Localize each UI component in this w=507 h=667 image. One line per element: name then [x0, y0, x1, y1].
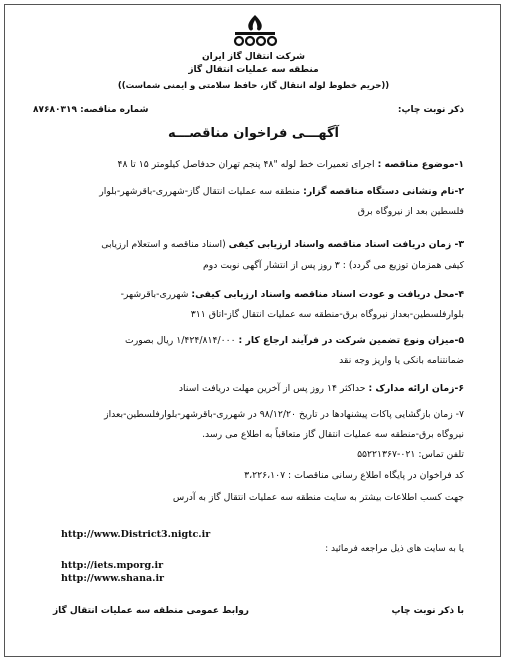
announcement-title: آگهـــی فراخوان مناقصـــه: [167, 126, 340, 141]
footer-print-round: با ذکر نوبت چاپ: [391, 606, 464, 616]
tender-code: کد فراخوان در پایگاه اطلاع رسانی مناقصات : ۳،۲۲۶،۱۰۷: [244, 470, 464, 481]
safety-slogan: ((حریم خطوط لوله انتقال گاز، حافظ سلامتی و ایمنی شماست)): [117, 81, 390, 91]
print-round-label: ذکر نوبت چاپ:: [397, 105, 464, 115]
item-4-cont: بلوارفلسطین-بعداز نیروگاه برق-منطقه سه عملیات انتقال گاز-اتاق ۳۱۱: [190, 309, 464, 320]
company-logo: [231, 13, 279, 47]
more-info: جهت کسب اطلاعات بیشتر به سایت منطقه سه عملیات انتقال گاز به آدرس: [172, 492, 464, 503]
shana-link[interactable]: http://www.shana.ir: [61, 573, 165, 584]
item-2-cont: فلسطین بعد از نیروگاه برق: [357, 206, 464, 217]
item-6: ۶-زمان ارائه مدارک : حداکثر ۱۴ روز پس از آخرین مهلت دریافت اسناد: [178, 383, 464, 394]
tender-number: شماره مناقصه: ۸۷۶۸۰۳۱۹: [33, 105, 149, 115]
iets-link[interactable]: http://iets.mporg.ir: [61, 560, 164, 571]
announcement-page: [4, 4, 501, 657]
district-link[interactable]: http://www.District3.nigtc.ir: [61, 529, 211, 540]
region-name: منطقه سه عملیات انتقال گاز: [188, 65, 319, 75]
item-3-cont: کیفی همزمان توزیع می گردد) : ۳ روز پس از انتشار آگهی نوبت دوم: [203, 260, 464, 271]
item-3: ۳- زمان دریافت اسناد مناقصه واسناد ارزیابی کیفی (اسناد مناقصه و استعلام ارزیابی: [101, 239, 464, 250]
item-7-cont: نیروگاه برق-منطقه سه عملیات انتقال گاز متعاقباً به اطلاع می رسد.: [202, 429, 464, 440]
item-5: ۵-میزان ونوع تضمین شرکت در فرآیند ارجاع کار : ۱/۴۲۴/۸۱۴/۰۰۰ ریال بصورت: [124, 335, 464, 346]
item-2: ۲-نام ونشانی دستگاه مناقصه گزار: منطقه سه عملیات انتقال گاز-شهرری-باقرشهر-بلوار: [99, 186, 464, 197]
public-relations: روابط عمومی منطقه سه عملیات انتقال گاز: [53, 606, 249, 616]
company-name: شرکت انتقال گاز ایران: [201, 52, 306, 62]
contact-phone: تلفن تماس: ۰۲۱-۵۵۲۲۱۳۶۷: [357, 449, 464, 460]
item-4: ۴-محل دریافت و عودت اسناد مناقصه واسناد ارزیابی کیفی: شهرری-باقرشهر-: [120, 289, 464, 300]
item-1: ۱-موضوع مناقصه : اجرای تعمیرات خط لوله "۴۸ پنجم تهران حدفاصل کیلومتر ۱۵ تا ۴۸: [117, 159, 464, 170]
item-5-cont: ضمانتنامه بانکی یا واریز وجه نقد: [339, 355, 464, 366]
refer-text: یا به سایت های ذیل مراجعه فرمائید :: [325, 544, 464, 554]
item-7: ۷- زمان بازگشایی پاکات پیشنهادها در تاریخ ۹۸/۱۲/۲۰ در شهرری-باقرشهر-بلوارفلسطین-بعداز: [104, 409, 464, 420]
